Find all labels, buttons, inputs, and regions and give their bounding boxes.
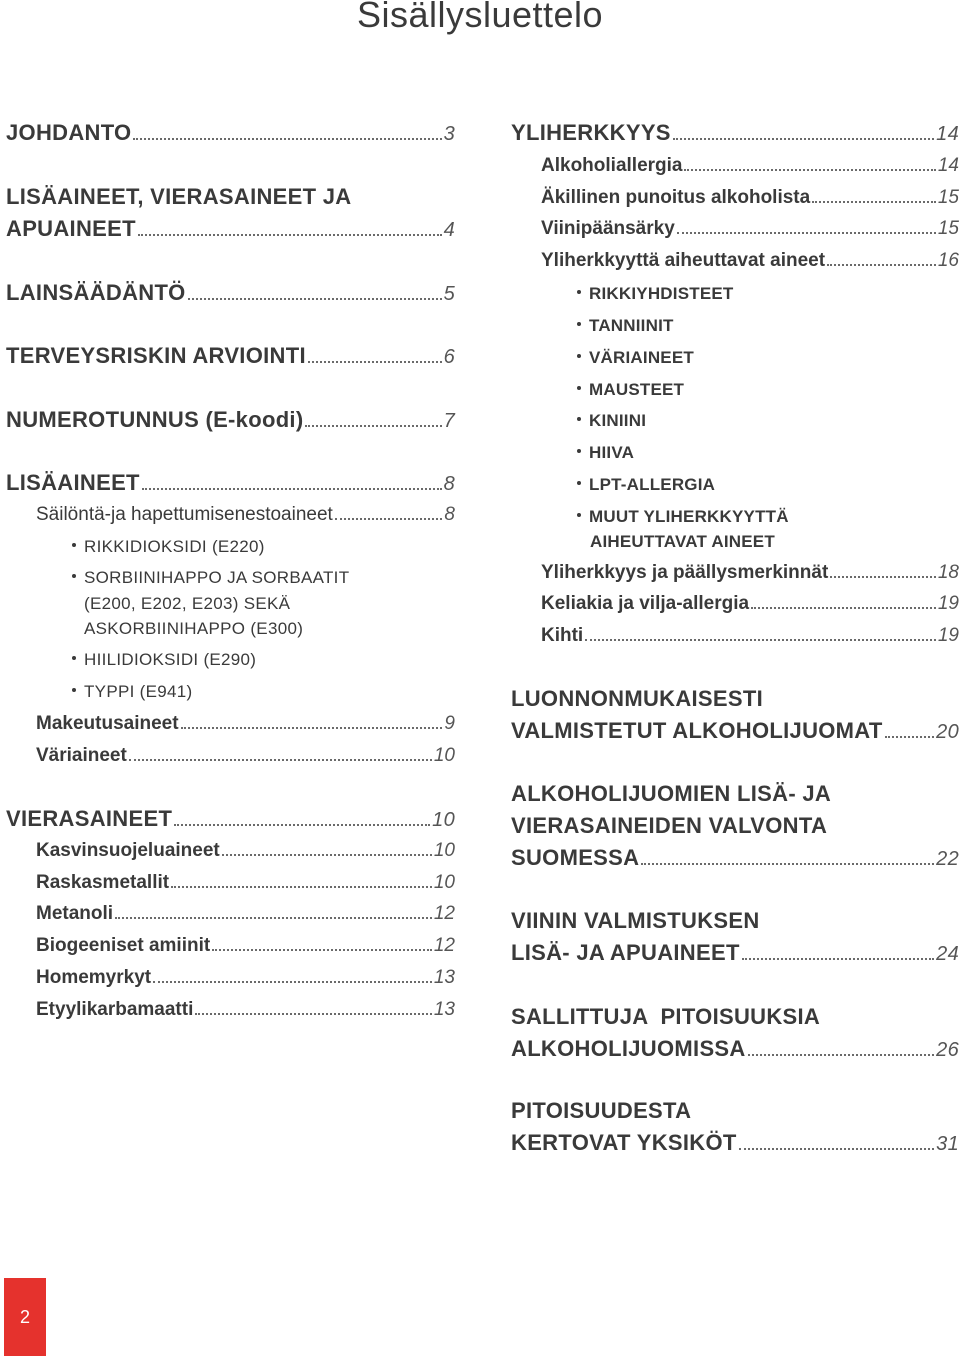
toc-entry-pitoisuudesta[interactable]: KERTOVAT YKSIKÖT 31 [511, 1130, 959, 1155]
leader-dots [222, 854, 432, 856]
leader-dots [677, 232, 936, 234]
leader-dots [673, 138, 934, 140]
bullet-icon [577, 417, 581, 421]
leader-dots [115, 917, 432, 919]
toc-entry-johdanto[interactable]: JOHDANTO 3 [6, 120, 455, 145]
page-number: 2 [19, 1306, 30, 1327]
toc-heading-luonnonmukaisesti: LUONNONMUKAISESTI [511, 686, 763, 711]
toc-entry-makeutusaineet[interactable]: Makeutusaineet 9 [36, 713, 455, 734]
toc-heading-pitoisuudesta: PITOISUUDESTA [511, 1098, 692, 1123]
toc-entry-aiheuttavat-aineet[interactable]: Yliherkkyyttä aiheuttavat aineet 16 [541, 250, 959, 271]
toc-bullet-variaineet: VÄRIAINEET [577, 348, 694, 368]
leader-dots [585, 639, 936, 641]
toc-bullet-sorbiinihappo-line2: (E200, E202, E203) SEKÄ [84, 594, 291, 613]
toc-bullet-kiniini: KINIINI [577, 411, 646, 431]
toc-entry-kihti[interactable]: Kihti 19 [541, 625, 959, 646]
toc-heading-valvonta-line2: VIERASAINEIDEN VALVONTA [511, 813, 828, 838]
bullet-icon [72, 574, 76, 578]
toc-heading-lisaaineet-vierasaineet: LISÄAINEET, VIERASAINEET JA [6, 184, 352, 209]
toc-bullet-hiiva: HIIVA [577, 443, 634, 463]
toc-entry-akillinen-punoitus[interactable]: Äkillinen punoitus alkoholista 15 [541, 187, 959, 208]
toc-entry-terveysriski[interactable]: TERVEYSRISKIN ARVIOINTI 6 [6, 343, 455, 368]
leader-dots [142, 488, 442, 490]
leader-dots [174, 824, 430, 826]
leader-dots [305, 425, 441, 427]
bullet-icon [577, 322, 581, 326]
toc-entry-luonnonmukaisesti[interactable]: VALMISTETUT ALKOHOLIJUOMAT 20 [511, 718, 959, 743]
leader-dots [171, 886, 432, 888]
toc-entry-keliakia[interactable]: Keliakia ja vilja-allergia 19 [541, 593, 959, 614]
toc-entry-raskasmetallit[interactable]: Raskasmetallit 10 [36, 872, 455, 893]
toc-bullet-rikkiyhdisteet: RIKKIYHDISTEET [577, 284, 733, 304]
toc-entry-kasvinsuojeluaineet[interactable]: Kasvinsuojeluaineet 10 [36, 840, 455, 861]
toc-entry-homemyrkyt[interactable]: Homemyrkyt 13 [36, 967, 455, 988]
toc-entry-apuaineet[interactable]: APUAINEET 4 [6, 216, 455, 241]
toc-entry-metanoli[interactable]: Metanoli 12 [36, 903, 455, 924]
leader-dots [827, 264, 936, 266]
bullet-icon [577, 386, 581, 390]
toc-heading-viinin-valmistuksen: VIININ VALMISTUKSEN [511, 908, 760, 933]
toc-bullet-hiilidioksidi: HIILIDIOKSIDI (E290) [72, 650, 256, 670]
leader-dots [195, 1013, 432, 1015]
toc-bullet-rikkidioksidi: RIKKIDIOKSIDI (E220) [72, 537, 265, 557]
leader-dots [812, 201, 936, 203]
toc-heading-sallittuja: SALLITTUJA PITOISUUKSIA [511, 1004, 821, 1029]
leader-dots [748, 1054, 935, 1056]
toc-entry-sailonta[interactable]: Säilöntä-ja hapettumisenestoaineet 8 [36, 504, 455, 525]
toc-entry-vierasaineet[interactable]: VIERASAINEET 10 [6, 806, 455, 831]
toc-entry-alkoholiallergia[interactable]: Alkoholiallergia 14 [541, 155, 959, 176]
toc-entry-yliherkkyys[interactable]: YLIHERKKYYS 14 [511, 120, 959, 145]
bullet-icon [72, 688, 76, 692]
toc-entry-valvonta[interactable]: SUOMESSA 22 [511, 845, 959, 870]
page-title: Sisällysluettelo [356, 0, 604, 35]
bullet-icon [577, 513, 581, 517]
toc-entry-numerotunnus[interactable]: NUMEROTUNNUS (E-koodi) 7 [6, 407, 455, 432]
bullet-icon [577, 481, 581, 485]
leader-dots [181, 727, 443, 729]
toc-entry-etyylikarbamaatti[interactable]: Etyylikarbamaatti 13 [36, 999, 455, 1020]
bullet-icon [577, 354, 581, 358]
leader-dots [742, 958, 934, 960]
bullet-icon [72, 543, 76, 547]
leader-dots [308, 361, 442, 363]
leader-dots [188, 298, 442, 300]
toc-entry-variaineet[interactable]: Väriaineet 10 [36, 745, 455, 766]
leader-dots [138, 234, 442, 236]
leader-dots [129, 759, 432, 761]
toc-bullet-lpt-allergia: LPT-ALLERGIA [577, 475, 715, 495]
toc-entry-lainsaadanto[interactable]: LAINSÄÄDÄNTÖ 5 [6, 280, 455, 305]
toc-bullet-muut: MUUT YLIHERKKYYTTÄ [577, 507, 789, 527]
toc-heading-valvonta-line1: ALKOHOLIJUOMIEN LISÄ- JA [511, 781, 832, 806]
page-number-badge [4, 1278, 46, 1356]
toc-entry-lisaaineet[interactable]: LISÄAINEET 8 [6, 470, 455, 495]
leader-dots [751, 607, 936, 609]
bullet-icon [72, 656, 76, 660]
toc-bullet-mausteet: MAUSTEET [577, 380, 684, 400]
toc-bullet-sorbiinihappo-line3: ASKORBIINIHAPPO (E300) [84, 619, 304, 638]
leader-dots [153, 981, 432, 983]
toc-bullet-typpi: TYPPI (E941) [72, 682, 192, 702]
toc-entry-paallysmerkinnat[interactable]: Yliherkkyys ja päällysmerkinnät 18 [541, 562, 959, 583]
toc-bullet-tanniinit: TANNIINIT [577, 316, 674, 336]
leader-dots [335, 518, 443, 520]
bullet-icon [577, 449, 581, 453]
toc-bullet-muut-line2: AIHEUTTAVAT AINEET [590, 532, 775, 551]
toc-bullet-sorbiinihappo: SORBIINIHAPPO JA SORBAATIT [72, 568, 349, 588]
toc-entry-viinipaansarky[interactable]: Viinipäänsärky 15 [541, 218, 959, 239]
leader-dots [212, 949, 432, 951]
leader-dots [885, 736, 935, 738]
leader-dots [133, 138, 441, 140]
leader-dots [739, 1148, 935, 1150]
toc-entry-viinin-valmistuksen[interactable]: LISÄ- JA APUAINEET 24 [511, 940, 959, 965]
toc-entry-sallittuja[interactable]: ALKOHOLIJUOMISSA 26 [511, 1036, 959, 1061]
leader-dots [684, 169, 935, 171]
leader-dots [641, 863, 934, 865]
leader-dots [830, 576, 936, 578]
toc-entry-biogeeniset-amiinit[interactable]: Biogeeniset amiinit 12 [36, 935, 455, 956]
bullet-icon [577, 290, 581, 294]
